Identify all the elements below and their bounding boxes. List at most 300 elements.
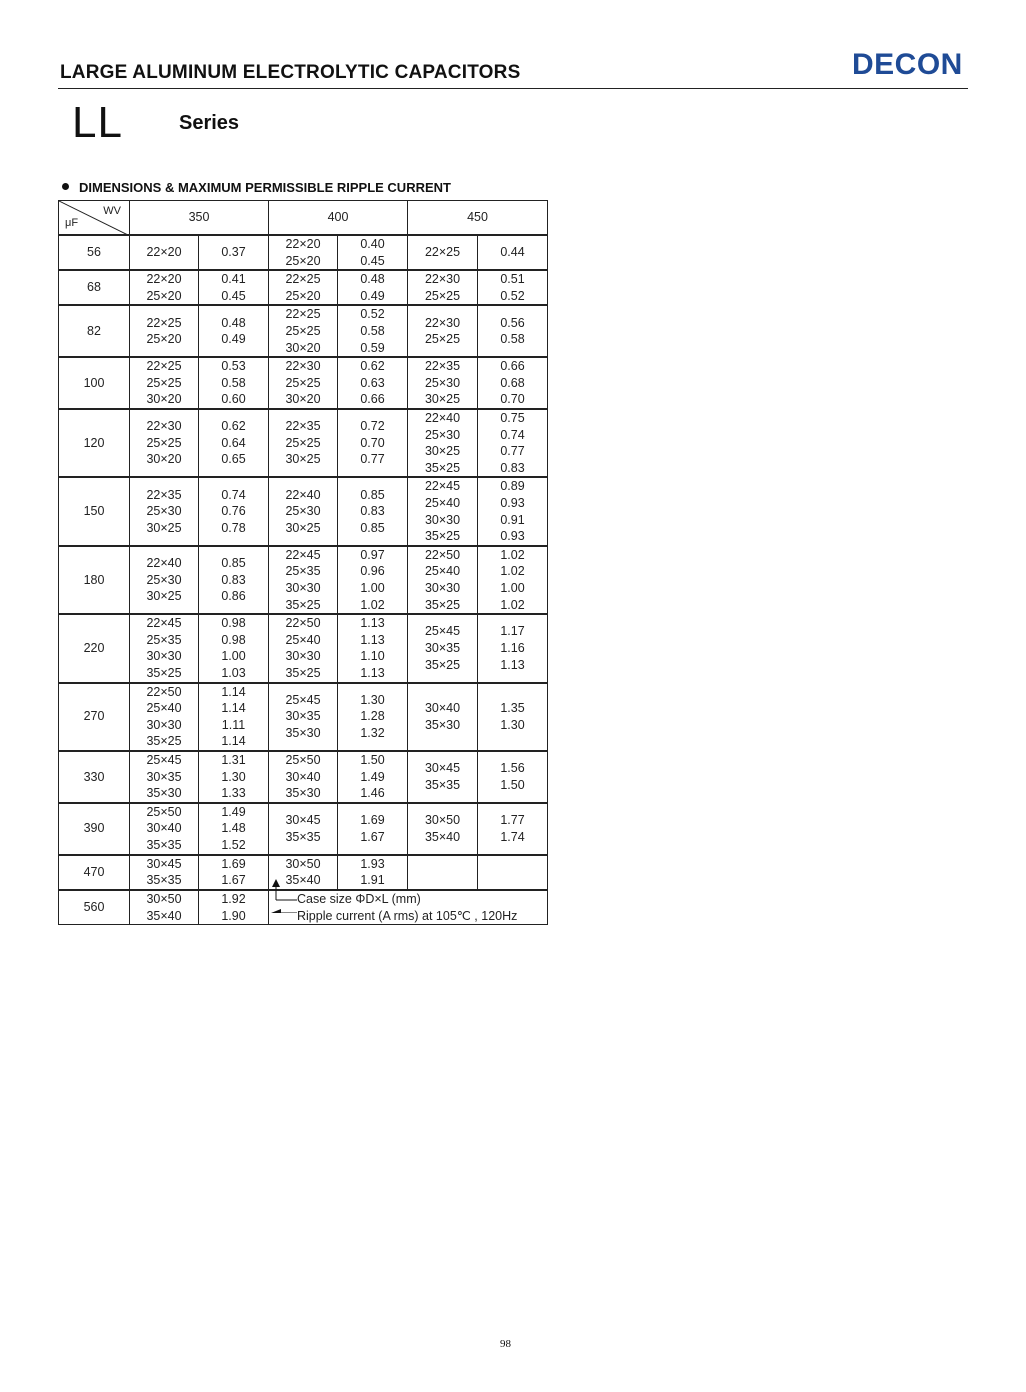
case-size-cell <box>269 803 338 855</box>
voltage-header-cell: 450 <box>408 201 548 236</box>
ripple-cell-value: 0.58 <box>221 375 246 390</box>
case-size-cell <box>130 477 199 545</box>
ripple-cell-value: 0.93 <box>500 495 525 510</box>
ripple-cell <box>199 477 269 545</box>
ripple-cell-value: 1.46 <box>360 786 385 801</box>
voltage-header-cell: 350 <box>130 201 269 236</box>
case-size-cell-value: 30×25 <box>285 452 321 467</box>
case-size-cell-value: 30×40 <box>424 701 461 716</box>
ripple-cell-value: 0.37 <box>221 245 246 260</box>
ripple-cell <box>338 614 408 682</box>
case-size-cell-value: 22×25 <box>285 272 321 287</box>
case-size-cell-value: 22×30 <box>424 315 461 330</box>
ripple-cell-value: 0.75 <box>500 410 525 425</box>
case-size-cell-value: 30×20 <box>285 392 321 407</box>
ripple-cell-value: 1.02 <box>500 597 525 612</box>
case-size-cell-value: 35×25 <box>285 597 321 612</box>
case-size-cell-value: 25×35 <box>146 632 182 647</box>
case-size-cell-value: 25×45 <box>146 752 182 767</box>
capacitance-cell: 560 <box>59 890 130 925</box>
case-size-cell-value: 35×35 <box>285 829 321 844</box>
ripple-cell <box>478 305 548 357</box>
ripple-cell-value: 1.74 <box>500 829 525 844</box>
ripple-cell-value: 1.13 <box>500 657 525 672</box>
case-size-cell <box>269 614 338 682</box>
ripple-cell <box>478 477 548 545</box>
case-size-cell-value: 22×35 <box>146 487 182 502</box>
header-rule <box>58 88 968 89</box>
ripple-cell <box>478 751 548 803</box>
ripple-cell <box>338 235 408 270</box>
case-size-cell-value: 30×25 <box>424 444 461 459</box>
case-size-cell-value: 30×20 <box>285 340 321 355</box>
case-size-cell-value: 25×20 <box>285 253 321 268</box>
ripple-cell <box>338 546 408 614</box>
section-title <box>62 180 451 195</box>
case-size-cell-value: 35×25 <box>424 460 461 475</box>
capacitance-cell: 68 <box>59 270 130 305</box>
ripple-cell-value: 1.14 <box>221 684 246 699</box>
case-size-cell <box>130 890 199 925</box>
ripple-cell-value: 1.67 <box>360 829 385 844</box>
ripple-cell <box>338 477 408 545</box>
ripple-cell-value: 0.85 <box>360 487 385 502</box>
case-size-cell-value: 35×30 <box>146 786 182 801</box>
capacitance-cell: 330 <box>59 751 130 803</box>
case-size-cell <box>408 751 478 803</box>
case-size-cell <box>269 357 338 409</box>
ripple-cell-value: 0.49 <box>221 332 246 347</box>
ripple-cell-value: 0.78 <box>221 520 246 535</box>
ripple-cell <box>478 803 548 855</box>
ripple-cell-value: 0.59 <box>360 340 385 355</box>
ripple-cell-value: 0.96 <box>360 564 385 579</box>
ripple-cell-value: 1.02 <box>360 597 385 612</box>
case-size-cell-value: 25×25 <box>424 288 461 303</box>
case-size-cell-value: 30×30 <box>146 649 182 664</box>
page-number: 98 <box>500 1338 511 1350</box>
ripple-cell <box>338 409 408 477</box>
table-row <box>59 235 548 270</box>
case-size-cell-value: 35×40 <box>285 873 321 888</box>
ripple-cell-value: 0.83 <box>500 460 525 475</box>
ripple-cell-value: 0.76 <box>221 504 246 519</box>
ripple-cell <box>199 305 269 357</box>
ripple-cell-value: 1.13 <box>360 632 385 647</box>
capacitance-cell: 100 <box>59 357 130 409</box>
case-size-cell <box>408 270 478 305</box>
case-size-cell-value: 25×30 <box>146 504 182 519</box>
case-size-cell <box>269 235 338 270</box>
ripple-cell-value: 0.70 <box>360 435 385 450</box>
ripple-cell <box>199 751 269 803</box>
case-size-cell-value: 25×25 <box>424 332 461 347</box>
case-size-cell-value: 25×40 <box>285 632 321 647</box>
case-size-cell-value: 35×25 <box>424 597 461 612</box>
case-size-cell-value: 30×20 <box>146 452 182 467</box>
capacitance-cell: 82 <box>59 305 130 357</box>
ripple-cell-value: 0.56 <box>500 315 525 330</box>
ripple-cell-value: 1.49 <box>360 769 385 784</box>
case-size-cell-value: 35×40 <box>146 908 182 923</box>
ripple-cell <box>478 235 548 270</box>
ripple-cell-value: 1.30 <box>221 769 246 784</box>
case-size-cell-value: 25×40 <box>146 701 182 716</box>
ripple-cell-value: 0.68 <box>500 375 525 390</box>
ripple-cell-value: 0.66 <box>360 392 385 407</box>
table-row <box>59 683 548 751</box>
ripple-cell-value: 0.45 <box>360 253 385 268</box>
ripple-cell-value: 1.16 <box>500 641 525 656</box>
ripple-cell-value: 0.70 <box>500 392 525 407</box>
ripple-cell-value: 1.11 <box>221 717 246 732</box>
ripple-cell-value: 1.49 <box>221 804 246 819</box>
brand-logo: DECON <box>852 48 963 81</box>
capacitance-cell: 390 <box>59 803 130 855</box>
capacitance-cell: 220 <box>59 614 130 682</box>
ripple-cell-value: 0.98 <box>221 632 246 647</box>
ripple-cell-value: 0.63 <box>360 375 385 390</box>
ripple-cell-value: 0.91 <box>500 512 525 527</box>
case-size-cell-value: 22×45 <box>285 547 321 562</box>
case-size-cell-value: 35×25 <box>146 665 182 680</box>
ripple-cell-value: 1.50 <box>500 777 525 792</box>
ripple-cell-value: 0.41 <box>221 272 246 287</box>
ripple-cell <box>199 855 269 890</box>
case-size-cell-value: 25×20 <box>146 288 182 303</box>
case-size-cell-value: 30×25 <box>146 589 182 604</box>
case-size-cell-value: 30×25 <box>285 520 321 535</box>
case-size-cell-value: 30×35 <box>424 641 461 656</box>
case-size-cell-value: 35×30 <box>424 717 461 732</box>
case-size-cell-value: 30×30 <box>285 649 321 664</box>
case-size-cell-value: 22×20 <box>285 237 321 251</box>
case-size-cell-value: 22×25 <box>424 245 461 260</box>
case-size-cell <box>130 751 199 803</box>
case-size-cell-value: 30×30 <box>424 512 461 527</box>
ripple-cell-value: 1.28 <box>360 709 385 724</box>
ripple-cell-value: 1.00 <box>500 580 525 595</box>
ripple-cell <box>338 855 408 890</box>
ripple-cell-value: 1.33 <box>221 786 246 801</box>
corner-header-cell <box>59 201 130 236</box>
case-size-cell-value: 25×50 <box>146 804 182 819</box>
case-size-cell-value: 25×45 <box>285 692 321 707</box>
case-size-cell-value: 25×30 <box>285 504 321 519</box>
ripple-cell-value: 0.48 <box>360 272 385 287</box>
ripple-cell-value: 0.65 <box>221 452 246 467</box>
ripple-cell-value: 1.30 <box>500 717 525 732</box>
case-size-cell-value: 30×50 <box>146 891 182 906</box>
case-size-cell-value: 22×30 <box>146 419 182 434</box>
case-size-cell-value: 25×25 <box>285 323 321 338</box>
ripple-cell <box>338 683 408 751</box>
section-title-text: DIMENSIONS & MAXIMUM PERMISSIBLE RIPPLE CURRENT <box>79 180 451 195</box>
case-size-cell-value: 35×25 <box>424 529 461 544</box>
table-row <box>59 855 548 890</box>
case-size-cell <box>408 803 478 855</box>
case-size-cell-value: 35×40 <box>424 829 461 844</box>
ripple-cell-value: 1.00 <box>221 649 246 664</box>
ripple-cell <box>199 683 269 751</box>
ripple-cell-value: 0.85 <box>360 520 385 535</box>
case-size-cell <box>408 546 478 614</box>
ripple-cell-value: 1.69 <box>221 856 246 871</box>
table-row <box>59 546 548 614</box>
case-size-cell-value: 30×25 <box>146 520 182 535</box>
table-row <box>59 751 548 803</box>
case-size-cell <box>130 855 199 890</box>
ripple-cell-value: 1.10 <box>360 649 385 664</box>
ripple-cell-value: 0.53 <box>221 359 246 374</box>
table-row <box>59 270 548 305</box>
ripple-cell-value: 0.72 <box>360 419 385 434</box>
case-size-cell-value: 35×25 <box>285 665 321 680</box>
case-size-cell-value: 22×45 <box>146 616 182 631</box>
case-size-cell <box>269 751 338 803</box>
ripple-cell <box>478 270 548 305</box>
case-size-cell-value: 30×45 <box>424 761 461 776</box>
ripple-cell-value: 1.32 <box>360 726 385 741</box>
case-size-cell <box>130 235 199 270</box>
ripple-cell <box>478 409 548 477</box>
ripple-cell <box>478 546 548 614</box>
case-size-cell <box>130 357 199 409</box>
ripple-cell-value: 0.52 <box>360 307 385 322</box>
case-size-cell-value: 25×40 <box>424 564 461 579</box>
ripple-cell-value: 0.62 <box>221 419 246 434</box>
case-size-cell-value: 25×20 <box>285 288 321 303</box>
case-size-cell <box>130 803 199 855</box>
case-size-cell-value: 22×25 <box>285 307 321 322</box>
ripple-cell-value: 0.85 <box>221 556 246 571</box>
case-size-cell-value: 30×40 <box>285 769 321 784</box>
ripple-cell-value: 1.90 <box>221 908 246 923</box>
table-row <box>59 890 548 925</box>
ripple-cell-value: 0.86 <box>221 589 246 604</box>
case-size-cell <box>408 235 478 270</box>
case-size-cell-value: 25×30 <box>146 572 182 587</box>
ripple-cell <box>478 855 548 890</box>
ripple-cell-value: 1.13 <box>360 665 385 680</box>
case-size-cell-value: 22×20 <box>146 272 182 287</box>
dimensions-table <box>58 200 548 925</box>
ripple-cell-value: 1.30 <box>360 692 385 707</box>
ripple-cell-value: 1.93 <box>360 856 385 871</box>
ripple-cell <box>338 751 408 803</box>
ripple-cell <box>338 270 408 305</box>
ripple-cell-value: 1.52 <box>221 837 246 852</box>
table-row <box>59 614 548 682</box>
case-size-cell-value: 22×45 <box>424 479 461 494</box>
ripple-cell-value: 1.56 <box>500 761 525 776</box>
bullet-icon <box>62 183 69 190</box>
case-size-cell-value: 25×30 <box>424 375 461 390</box>
ripple-cell-value: 1.17 <box>500 624 525 639</box>
case-size-cell-value: 22×35 <box>285 419 321 434</box>
ripple-cell-value: 0.60 <box>221 392 246 407</box>
case-size-cell-value: 30×30 <box>285 580 321 595</box>
case-size-cell-value: 22×30 <box>285 359 321 374</box>
ripple-cell-value: 1.77 <box>500 813 525 828</box>
case-size-cell <box>130 614 199 682</box>
ripple-cell <box>338 803 408 855</box>
table-row <box>59 305 548 357</box>
case-size-cell <box>130 546 199 614</box>
ripple-cell-value: 1.69 <box>360 813 385 828</box>
ripple-cell-value: 1.14 <box>221 734 246 749</box>
series-label: Series <box>179 112 240 134</box>
case-size-cell <box>269 546 338 614</box>
case-size-cell-value: 22×35 <box>424 359 461 374</box>
case-size-cell <box>269 683 338 751</box>
ripple-cell-value: 1.00 <box>360 580 385 595</box>
capacitance-cell: 180 <box>59 546 130 614</box>
ripple-cell-value: 1.03 <box>221 665 246 680</box>
ripple-cell-value: 0.74 <box>221 487 246 502</box>
capacitance-cell: 120 <box>59 409 130 477</box>
case-size-cell <box>269 409 338 477</box>
ripple-cell-value: 0.51 <box>500 272 525 287</box>
case-size-cell-value: 25×25 <box>146 435 182 450</box>
ripple-cell <box>338 305 408 357</box>
ripple-cell-value: 1.13 <box>360 616 385 631</box>
ripple-cell-value: 0.83 <box>221 572 246 587</box>
case-size-cell <box>408 305 478 357</box>
case-size-cell-value: 30×30 <box>146 717 182 732</box>
ripple-cell-value: 0.89 <box>500 479 525 494</box>
ripple-cell <box>199 890 269 925</box>
case-size-cell-value: 30×30 <box>424 580 461 595</box>
capacitance-cell: 470 <box>59 855 130 890</box>
ripple-cell <box>199 270 269 305</box>
case-size-cell <box>269 305 338 357</box>
ripple-cell <box>199 235 269 270</box>
ripple-cell-value: 0.45 <box>221 288 246 303</box>
case-size-cell <box>408 477 478 545</box>
case-size-cell-value: 22×20 <box>146 245 182 260</box>
ripple-cell-value: 1.67 <box>221 873 246 888</box>
case-size-cell-value: 30×25 <box>424 392 461 407</box>
document-title: LARGE ALUMINUM ELECTROLYTIC CAPACITORS <box>60 62 521 83</box>
ripple-cell-value: 1.14 <box>221 701 246 716</box>
ripple-cell-value: 1.35 <box>500 701 525 716</box>
ripple-cell <box>199 409 269 477</box>
ripple-cell-value: 0.93 <box>500 529 525 544</box>
case-size-cell-value: 35×35 <box>146 837 182 852</box>
case-size-cell <box>130 409 199 477</box>
case-size-cell-value: 35×30 <box>285 786 321 801</box>
case-size-cell-value: 25×50 <box>285 752 321 767</box>
ripple-cell-value: 0.52 <box>500 288 525 303</box>
legend-arrows-icon <box>269 879 299 913</box>
case-size-cell-value: 30×45 <box>285 813 321 828</box>
case-size-cell-value: 30×50 <box>424 813 461 828</box>
ripple-cell-value: 0.58 <box>500 332 525 347</box>
ripple-cell-value: 0.83 <box>360 504 385 519</box>
case-size-cell-value: 30×40 <box>146 821 182 836</box>
table-row <box>59 477 548 545</box>
case-size-cell-value: 22×50 <box>146 684 182 699</box>
case-size-cell <box>130 305 199 357</box>
ripple-cell-value: 1.50 <box>360 752 385 767</box>
case-size-cell-value: 35×30 <box>285 726 321 741</box>
ripple-cell-value: 1.91 <box>360 873 385 888</box>
case-size-cell-value: 35×25 <box>146 734 182 749</box>
legend-cell <box>269 890 548 925</box>
case-size-cell-value: 25×25 <box>285 435 321 450</box>
ripple-cell-value: 0.49 <box>360 288 385 303</box>
case-size-cell-value: 25×45 <box>424 624 461 639</box>
capacitance-cell: 270 <box>59 683 130 751</box>
ripple-cell-value: 1.92 <box>221 891 246 906</box>
ripple-cell-value: 0.48 <box>221 315 246 330</box>
ripple-cell-value: 0.44 <box>500 245 525 260</box>
case-size-cell-value: 30×35 <box>285 709 321 724</box>
ripple-cell-value: 0.40 <box>360 237 385 251</box>
ripple-cell-value: 0.77 <box>500 444 525 459</box>
case-size-cell-value: 22×50 <box>285 616 321 631</box>
case-size-cell-value: 35×35 <box>424 777 461 792</box>
legend-ripple-current: Ripple current (A rms) at 105℃ , 120Hz <box>297 908 518 923</box>
ripple-cell-value: 0.64 <box>221 435 246 450</box>
case-size-cell <box>269 270 338 305</box>
ripple-cell <box>199 803 269 855</box>
case-size-cell-value: 22×40 <box>424 410 461 425</box>
legend-case-size: Case size ΦD×L (mm) <box>297 891 421 906</box>
ripple-cell-value: 1.48 <box>221 821 246 836</box>
case-size-cell <box>130 683 199 751</box>
table-header-row <box>59 201 548 236</box>
case-size-cell-value: 35×25 <box>424 657 461 672</box>
case-size-cell-value: 30×20 <box>146 392 182 407</box>
voltage-header-cell: 400 <box>269 201 408 236</box>
ripple-cell-value: 0.58 <box>360 323 385 338</box>
case-size-cell-value: 30×35 <box>146 769 182 784</box>
series-code: LL <box>72 98 123 147</box>
ripple-cell-value: 1.02 <box>500 564 525 579</box>
case-size-cell-value: 25×25 <box>285 375 321 390</box>
case-size-cell-value: 22×40 <box>285 487 321 502</box>
case-size-cell-value: 22×30 <box>424 272 461 287</box>
ripple-cell <box>478 614 548 682</box>
table-row <box>59 803 548 855</box>
case-size-cell <box>130 270 199 305</box>
ripple-cell-value: 0.62 <box>360 359 385 374</box>
ripple-cell-value: 0.66 <box>500 359 525 374</box>
case-size-cell-value: 25×25 <box>146 375 182 390</box>
case-size-cell-value: 30×45 <box>146 856 182 871</box>
ripple-cell-value: 0.74 <box>500 427 525 442</box>
case-size-cell-value: 22×25 <box>146 315 182 330</box>
ripple-cell <box>478 357 548 409</box>
case-size-cell-value: 30×50 <box>285 856 321 871</box>
capacitance-cell: 150 <box>59 477 130 545</box>
case-size-cell <box>408 409 478 477</box>
ripple-cell-value: 1.02 <box>500 547 525 562</box>
ripple-cell-value: 1.31 <box>221 752 246 767</box>
case-size-cell-value: 35×35 <box>146 873 182 888</box>
table-row <box>59 409 548 477</box>
ripple-cell <box>199 357 269 409</box>
case-size-cell <box>408 855 478 890</box>
corner-uf-label: μF <box>65 217 79 230</box>
case-size-cell-value: 22×25 <box>146 359 182 374</box>
ripple-cell <box>338 357 408 409</box>
table-row <box>59 357 548 409</box>
ripple-cell <box>478 683 548 751</box>
case-size-cell-value: 22×40 <box>146 556 182 571</box>
